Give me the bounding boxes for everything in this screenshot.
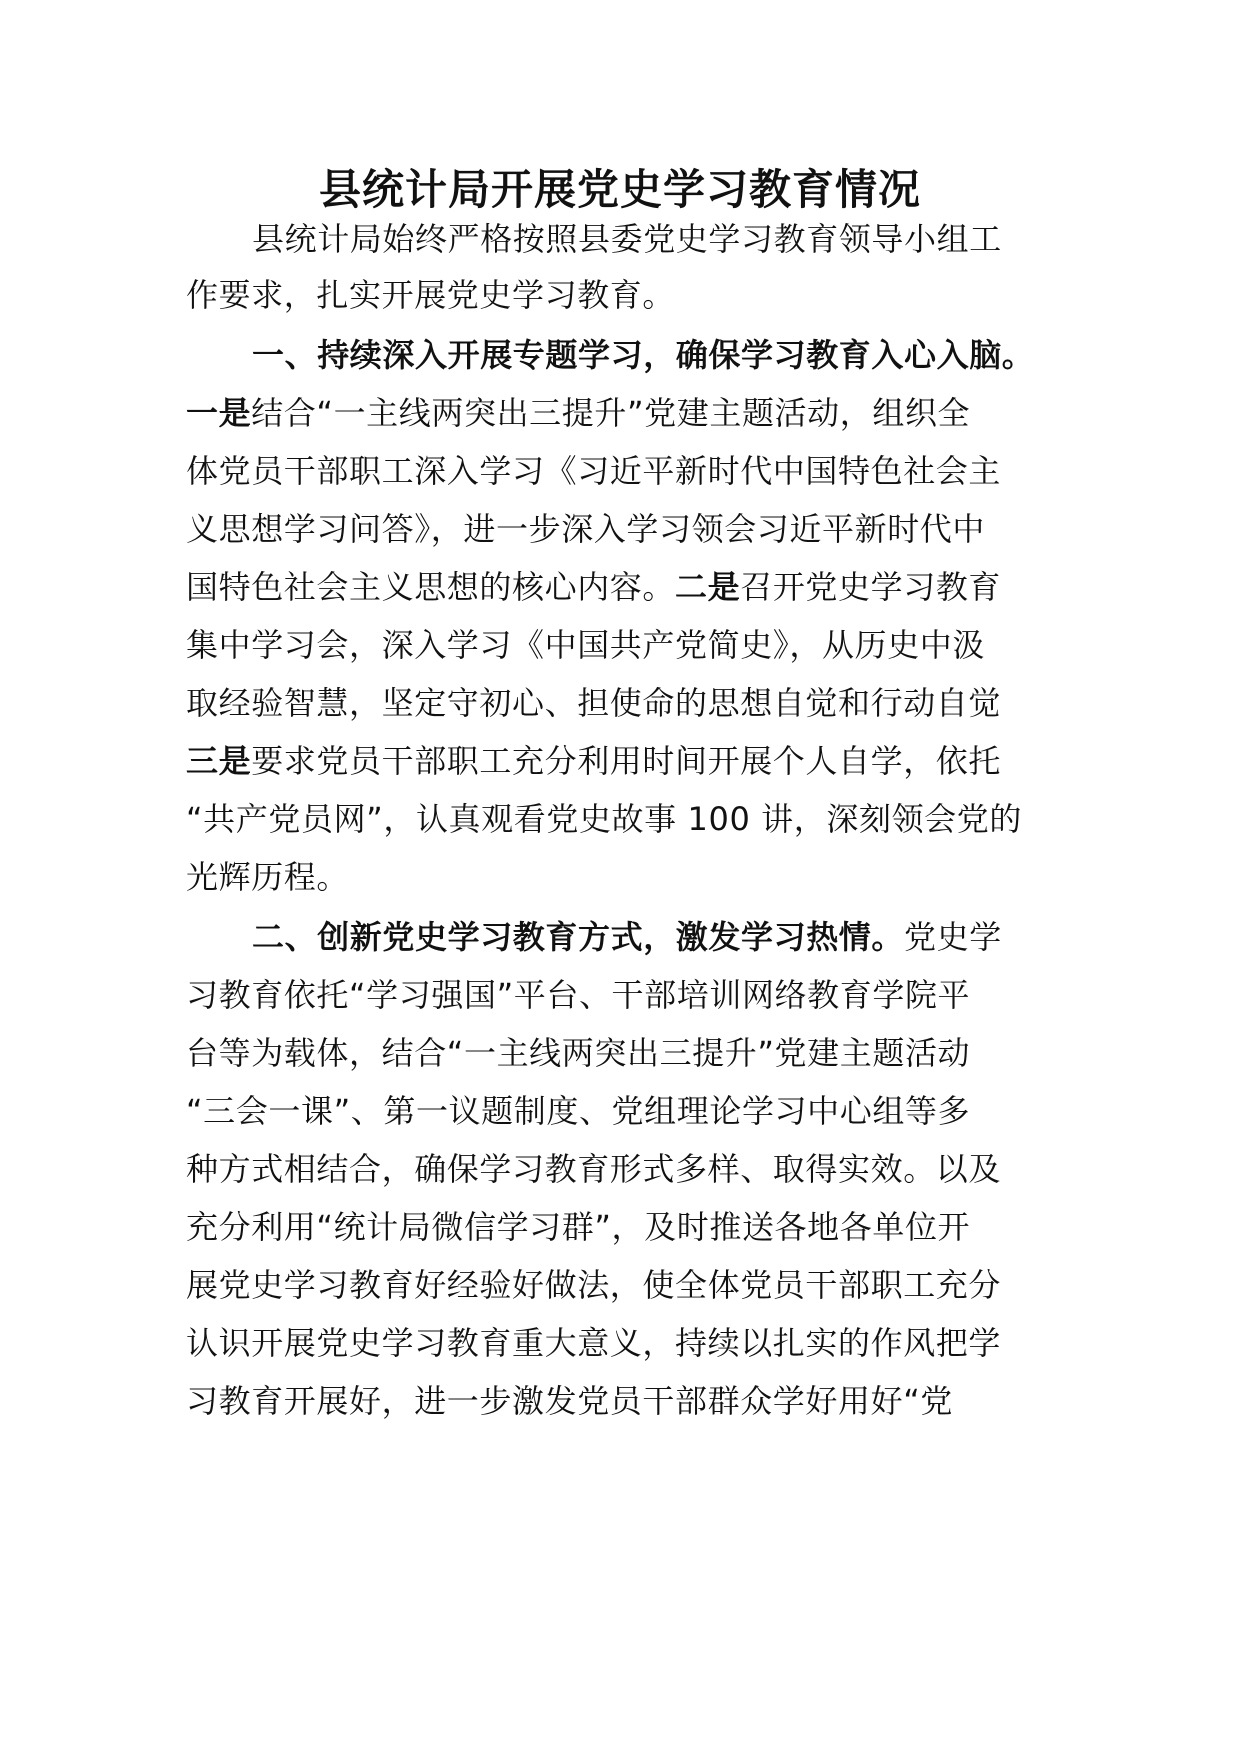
section2-line-2: 台等为载体，结合“一主线两突出三提升”党建主题活动 <box>186 1034 971 1072</box>
section1-line-2: 体党员干部职工深入学习《习近平新时代中国特色社会主 <box>186 452 1002 490</box>
section2-line-3: “三会一课”、第一议题制度、党组理论学习中心组等多 <box>186 1092 971 1130</box>
section1-line-3: 义思想学习问答》，进一步深入学习领会习近平新时代中 <box>186 510 986 548</box>
section1-line-6: 取经验智慧，坚定守初心、担使命的思想自觉和行动自觉 <box>186 684 1002 722</box>
section1-line-4-prefix: 国特色社会主义思想的核心内容。 <box>186 568 676 606</box>
section1-line-7-text: 要求党员干部职工充分利用时间开展个人自学，依托 <box>251 742 1002 780</box>
section1-line-4 <box>186 566 1001 608</box>
section2-heading-tail: 党史学 <box>904 918 1002 956</box>
section2-heading-line <box>252 916 1002 958</box>
section2-heading: 二、创新党史学习教育方式，激发学习热情。 <box>252 918 905 956</box>
item-marker-2: 二是 <box>675 568 741 606</box>
section1-line-1-text: 结合“一主线两突出三提升”党建主题活动，组织全 <box>251 394 971 432</box>
section1-line-9: 光辉历程。 <box>186 858 350 896</box>
intro-line-2: 作要求，扎实开展党史学习教育。 <box>186 276 676 314</box>
intro-line-1: 县统计局始终严格按照县委党史学习教育领导小组工 <box>252 220 1002 258</box>
section2-line-6: 展党史学习教育好经验好做法，使全体党员干部职工充分 <box>186 1266 1002 1304</box>
item-marker-1: 一是 <box>186 394 252 432</box>
section1-line-8: “共产党员网”，认真观看党史故事 100 讲，深刻领会党的 <box>186 800 1022 838</box>
document-title: 县统计局开展党史学习教育情况 <box>318 165 921 214</box>
item-marker-3: 三是 <box>186 742 252 780</box>
section2-line-4: 种方式相结合，确保学习教育形式多样、取得实效。以及 <box>186 1150 1002 1188</box>
section2-line-7: 认识开展党史学习教育重大意义，持续以扎实的作风把学 <box>186 1324 1002 1362</box>
section2-line-8: 习教育开展好，进一步激发党员干部群众学好用好“党 <box>186 1382 953 1420</box>
section2-line-1: 习教育依托“学习强国”平台、干部培训网络教育学院平 <box>186 976 971 1014</box>
section1-heading: 一、持续深入开展专题学习，确保学习教育入心入脑。 <box>252 336 1035 374</box>
section1-line-5: 集中学习会，深入学习《中国共产党简史》，从历史中汲 <box>186 626 986 664</box>
section2-line-5: 充分利用“统计局微信学习群”，及时推送各地各单位开 <box>186 1208 971 1246</box>
section1-line-4-text: 召开党史学习教育 <box>740 568 1002 606</box>
section1-line-7 <box>186 740 1001 782</box>
section1-line-1 <box>186 392 970 434</box>
